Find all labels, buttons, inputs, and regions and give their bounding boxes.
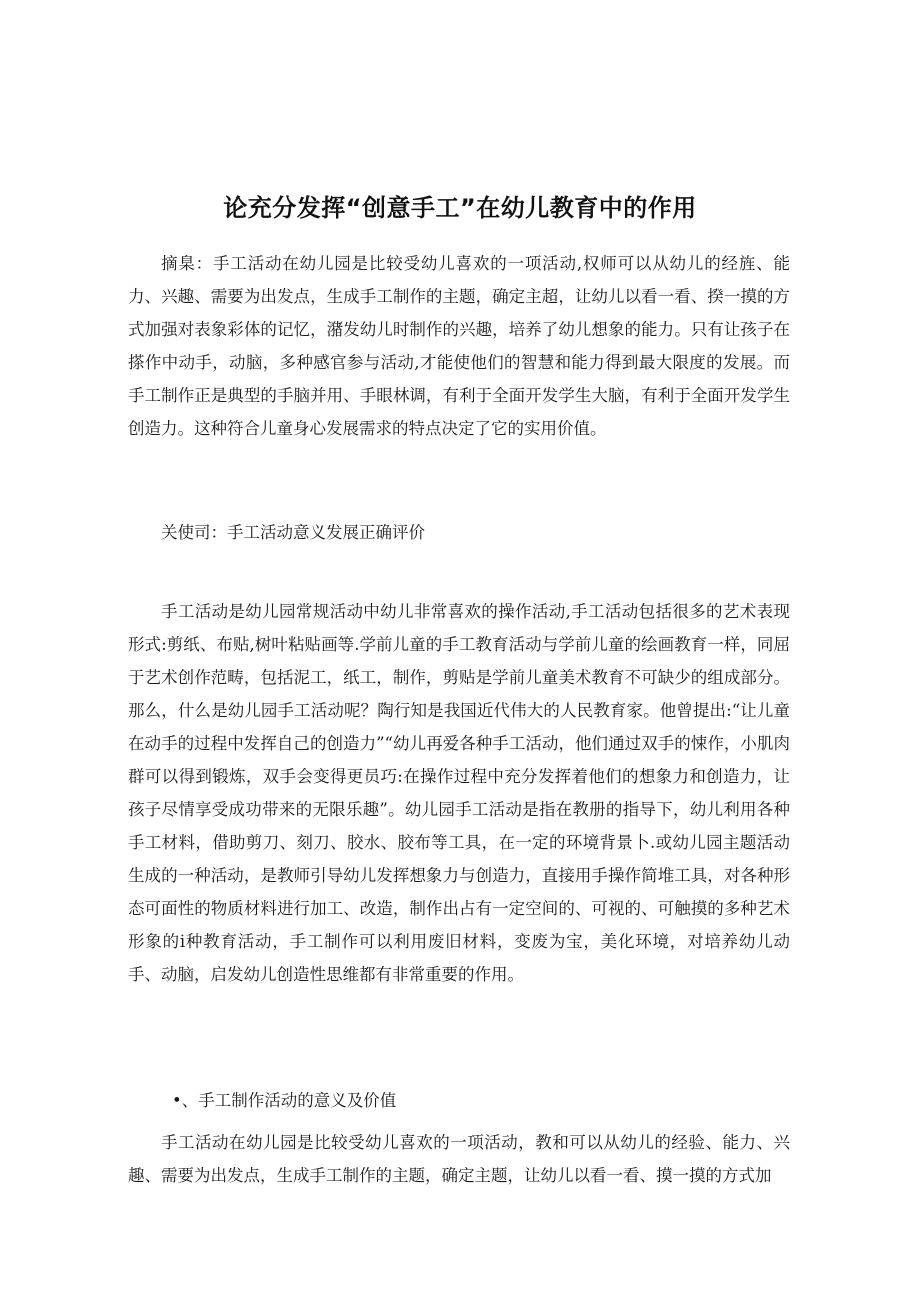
body-paragraph-1: 手工活动是幼儿园常规活动中幼儿非常喜欢的操作活动,手工活动包括很多的艺术表现形式:剪纸、布贴,树叶粘贴画等.学前儿童的手工教育活动与学前儿童的绘画教育一样，同屈于艺术创作范畴，包括泥工，纸工，制作，剪贴是学前儿童美术教育不可缺少的组成部分。那么，什么是幼儿园手工活动呢？陶行知是我国近代伟大的人民教育家。他曾提出:“让儿童在动手的过程中发挥自己的创造力”“幼儿再爱各种手工活动，他们通过双手的悚作，小肌肉群可以得到锻炼，双手会变得更员巧:在操作过程中充分发挥着他们的想象力和创造力，让孩子尽情享受成功带来的无限乐趣”。幼儿园手工活动是指在教册的指导下，幼儿利用各种手工材料，借助剪刀、刻刀、胶水、胶布等工具，在一定的环境背景卜.或幼儿园主题活动生成的一种活动，是教师引导幼儿发挥想象力与创造力，直接用手操作简堆工具，对各种形态可面性的物质材料进行加工、改造，制作出占有一定空间的、可视的、可触摸的多种艺术形象的i种教育活动，手工制作可以利用废旧材料，变废为宝，美化环境，对培养幼儿动手、动脑，启发幼儿创造性思维都有非常重要的作用。 [128, 602, 790, 984]
keywords-label: 关使司： [161, 523, 227, 542]
abstract-label: 摘臬： [161, 254, 213, 273]
document-title: 论充分发挥“创意手工”在幼儿教育中的作用 [223, 194, 697, 222]
keywords-text: 手工活动意义发展正确评价 [227, 523, 425, 542]
abstract-text: 手工活动在幼儿园是比较受幼儿喜欢的一项活动,权师可以从幼儿的经旌、能力、兴趣、需要为出发点，生成手工制作的主题，确定主超，让幼儿以看一看、揆一摸的方式加强对表象彩体的记忆，潴发幼儿时制作的兴趣，培养了幼儿想象的能力。只有让孩子在搽作中动手，动脑，多种感官参与活动,才能使他们的智慧和能力得到最大限度的发展。而手工制作正是典型的手脑并用、手眼林调，有利于全面开发学生大脑，有利于全面开发学生创造力。这种符合儿童身心发展需求的特点决定了它的实用价值。 [128, 254, 791, 438]
keywords-paragraph [128, 516, 790, 549]
body-paragraph-2: 手工活动在幼儿园是比较受幼儿喜欢的一项活动，教和可以从幼儿的经验、能力、兴趣、需要为出发点，生成手工制作的主题，确定主题，让幼儿以看一看、摸一摸的方式加 [128, 1133, 790, 1185]
abstract-paragraph [128, 247, 790, 445]
section-heading-1: •、手工制作活动的意义及价值 [172, 1091, 397, 1110]
